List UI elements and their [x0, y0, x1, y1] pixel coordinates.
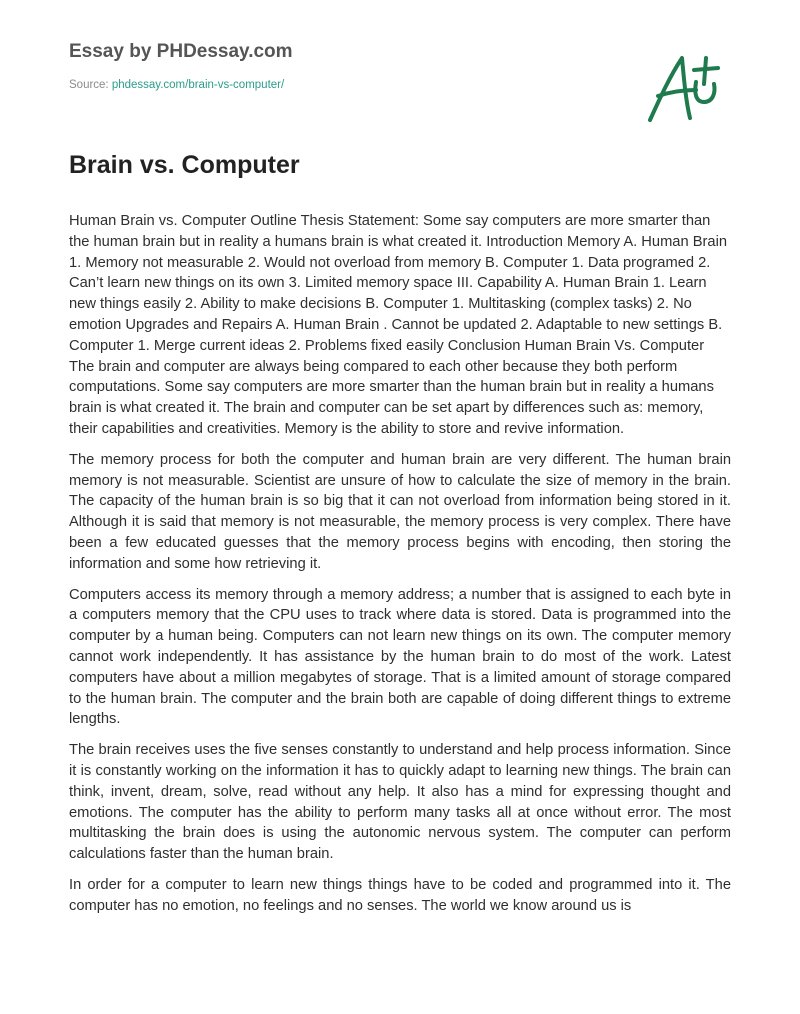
site-brand: Essay by PHDessay.com [69, 41, 293, 62]
page-title: Brain vs. Computer [69, 151, 300, 179]
page-header [69, 40, 629, 92]
essay-paragraph: The brain receives uses the five senses constantly to understand and help process information. Since it is constantly working on the information it has to quickly adapt to learning new things. The brain can think, invent, dream, solve, read without any help. It also has a mind for expressing thought and emotions. The computer has the ability to perform many tasks all at once without error. The most multitasking the brain does is using the autonomic nervous system. The computer can perform calculations faster than the human brain. [69, 742, 731, 863]
essay-paragraph: Computers access its memory through a memory address; a number that is assigned to each byte in a computers memory that the CPU uses to track where data is stored. Data is programmed into the computer by a human being. Computers can not learn new things on its own. The computer memory cannot work independently. It has assistance by the human brain to do most of the work. Latest computers have about a million megabytes of storage. That is a limited amount of storage compared to the human brain. The computer and the brain both are capable of doing different things to extreme lengths. [69, 586, 731, 728]
source-label: Source: [69, 79, 112, 91]
essay-paragraph: In order for a computer to learn new things things have to be coded and programmed into it. The computer has no emotion, no feelings and no senses. The world we know around us is [69, 876, 731, 914]
essay-paragraph: Human Brain vs. Computer Outline Thesis Statement: Some say computers are more smarter than the human brain but in reality a humans brain is what created it. Introduction Memory A. Human Brain 1. Memory not measurable 2. Would not overload from memory B. Computer 1. Data programed 2. Can’t learn new things on its own 3. Limited memory space III. Capability A. Human Brain 1. Learn new things easily 2. Ability to make decisions B. Computer 1. Multitasking (complex tasks) 2. No emotion Upgrades and Repairs A. Human Brain . Cannot be updated 2. Adaptable to new settings B. Computer 1. Merge current ideas 2. Problems fixed easily Conclusion Human Brain Vs. Computer The brain and computer are always being compared to each other because they both perform computations. Some say computers are more smarter than the human brain but in reality a humans brain is what created it. The brain and computer can be set apart by differences such as: memory, their capabilities and creativities. Memory is the ability to store and revive information. [69, 213, 728, 437]
source-link[interactable]: phdessay.com/brain-vs-computer/ [111, 79, 285, 91]
essay-body [69, 211, 731, 1014]
source-line [69, 78, 629, 92]
essay-paragraph: The memory process for both the computer and human brain are very different. The human brain memory is not measurable. Scientist are unsure of how to calculate the size of memory in the brain. The capacity of the human brain is so big that it can not overload from information being stored in it. Although it is said that memory is not measurable, the memory process is very complex. There have been a few educated guesses that the memory process begins with encoding, then storing the information and some how retrieving it. [69, 451, 731, 572]
a-plus-icon [640, 50, 730, 130]
